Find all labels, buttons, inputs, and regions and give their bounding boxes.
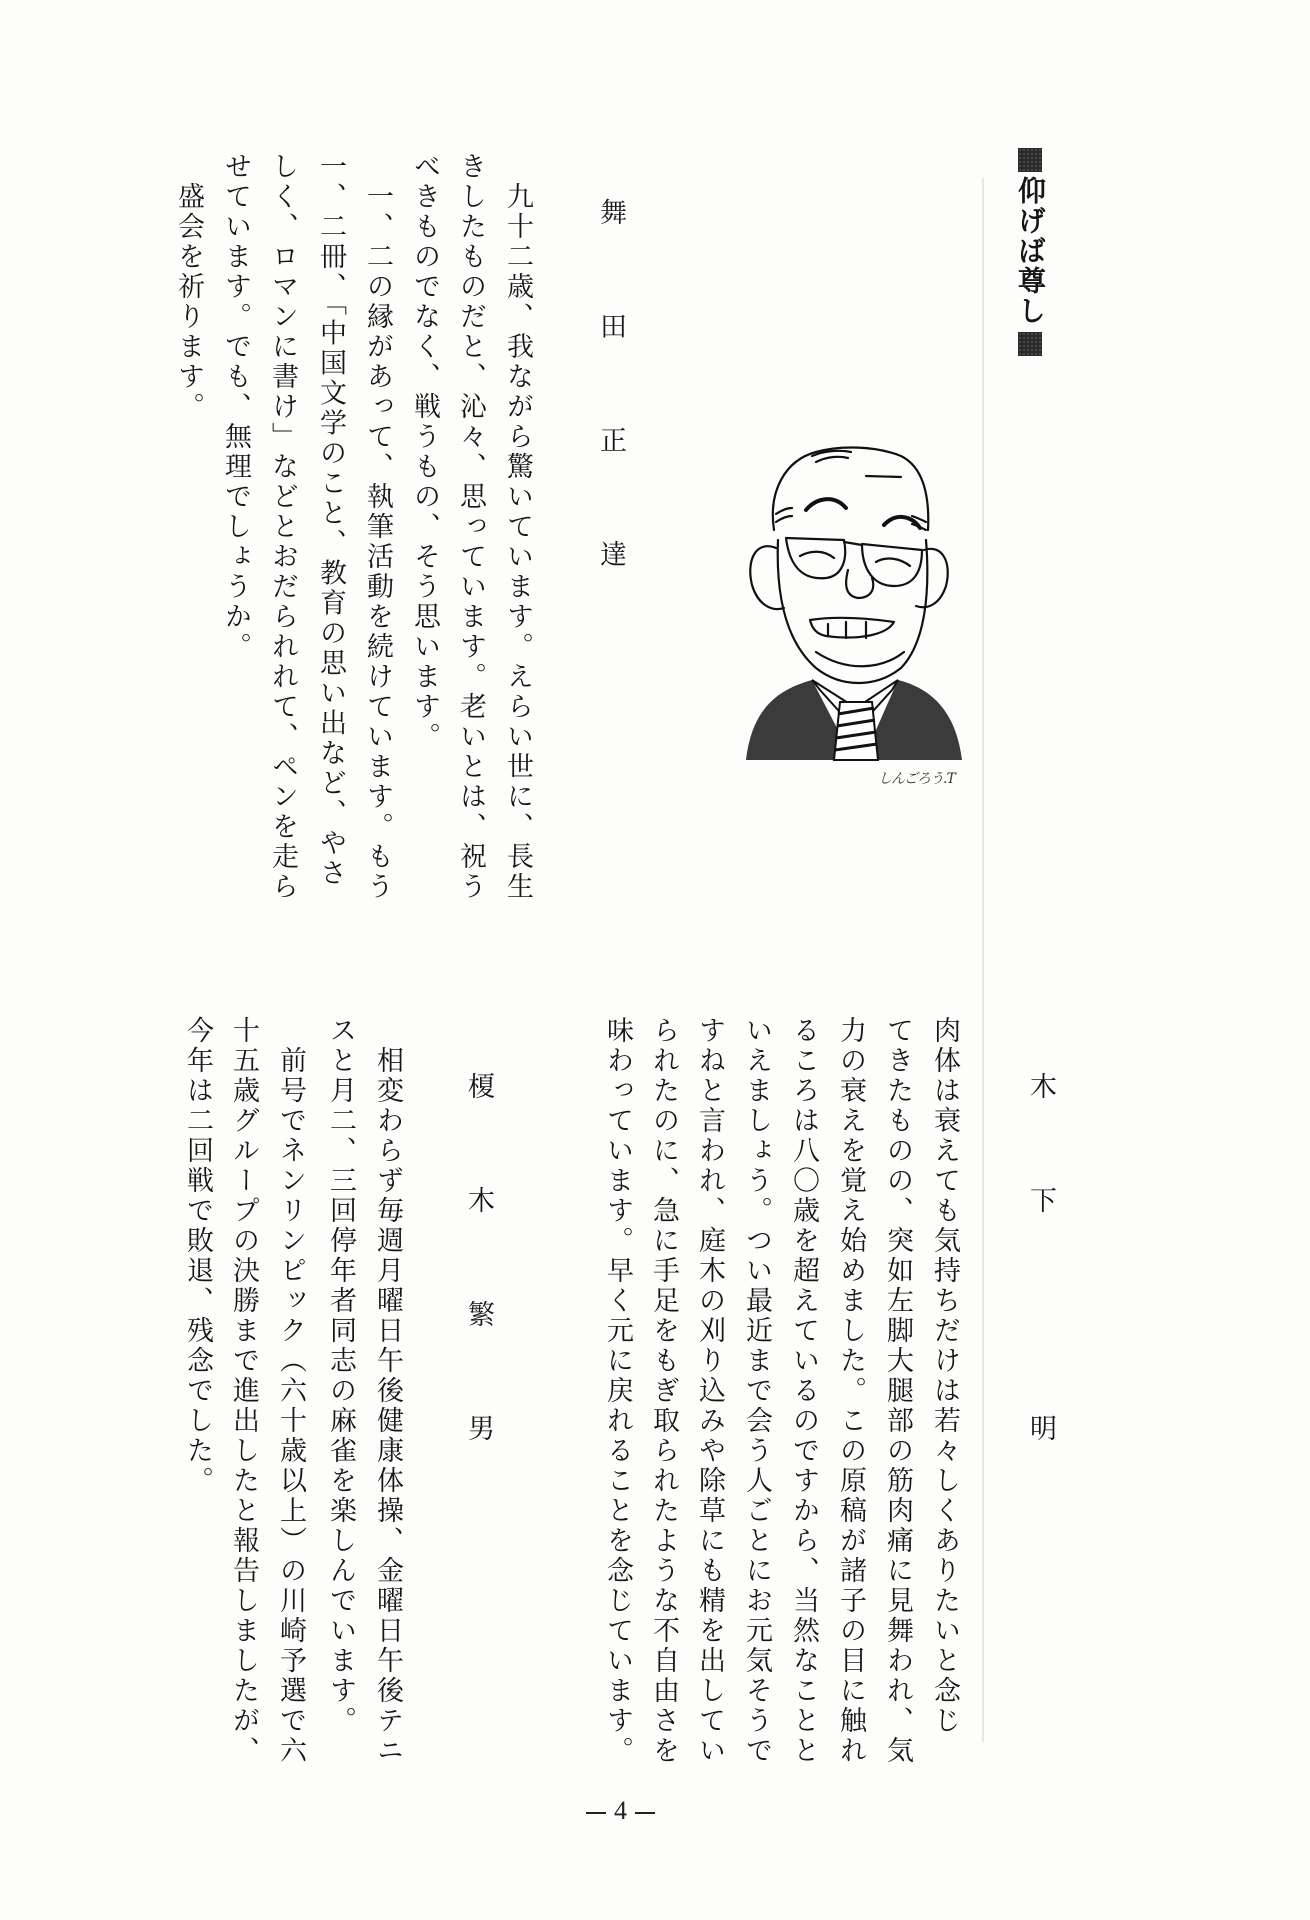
closed-eyes	[800, 552, 910, 566]
article-line: 一、二冊、「中国文学のこと、教育の思い出など、やさ	[315, 152, 346, 889]
article-line: てきたものの、突如左脚大腿部の筋肉痛に見舞われ、気	[882, 1016, 913, 1766]
article-line: 前号でネンリンピック（六十歳以上）の川崎予選で六	[275, 1046, 306, 1766]
article-line: せています。でも、無理でしょうか。	[220, 152, 251, 662]
article-line: しく、ロマンに書け」などとおだられれて、ペンを走ら	[267, 152, 298, 902]
article-line: 力の衰えを覚え始めました。この原稿が諸子の目に触れ	[835, 1016, 866, 1766]
section-title-text: 仰げば尊し	[1014, 176, 1047, 326]
mouth	[810, 618, 894, 638]
title-square-bottom-icon	[1018, 332, 1042, 356]
page-number-value: 4	[614, 1796, 627, 1825]
page-number	[578, 1796, 663, 1826]
article-line: 九十二歳、我ながら驚いています。えらい世に、長生	[502, 182, 533, 902]
article-line: 味わっています。早く元に戻れることを念じています。	[602, 1016, 633, 1766]
article-line: すねと言われ、庭木の刈り込みや除草にも精を出してい	[694, 1016, 725, 1766]
article-line: きしたものだと、沁々、思っています。老いとは、祝う	[455, 152, 486, 902]
illustrator-signature: しんごろう.T	[878, 771, 955, 787]
caricature-illustration	[716, 390, 972, 770]
left-brow	[806, 499, 846, 510]
article-line: いえましょう。つい最近まで会う人ごとにお元気そうで	[741, 1016, 772, 1766]
author-name: 木 下 明	[1025, 1072, 1056, 1471]
article-line: るころは八〇歳を超えているのですから、当然なことと	[788, 1016, 819, 1766]
column-divider	[982, 178, 984, 1742]
article-line: べきものでなく、戦うもの、そう思います。	[409, 152, 440, 752]
article-line: 今年は二回戦で敗退、残念でした。	[182, 1016, 213, 1496]
section-title	[1014, 148, 1047, 356]
forehead-line	[866, 476, 901, 477]
right-brow	[884, 517, 920, 528]
author-name: 榎 木 繁 男	[463, 1072, 494, 1471]
article-line: られたのに、急に手足をもぎ取られたような不自由さを	[648, 1016, 679, 1766]
article-line: 相変わらず毎週月曜日午後健康体操、金曜日午後テニ	[372, 1046, 403, 1766]
article-line: 盛会を祈ります。	[173, 182, 204, 422]
article-line: 十五歳グループの決勝まで進出したと報告しましたが、	[228, 1016, 259, 1766]
chin	[816, 652, 904, 666]
striped-tie	[834, 702, 878, 760]
dash-right	[635, 1812, 655, 1814]
title-square-top-icon	[1018, 148, 1042, 172]
author-name: 舞 田 正 達	[595, 198, 626, 597]
article-line: 肉体は衰えても気持ちだけは若々しくありたいと念じ	[929, 1016, 960, 1736]
dash-left	[586, 1812, 606, 1814]
article-line: 一、二の縁があって、執筆活動を続けています。もう	[362, 182, 393, 902]
article-line: スと月二、三回停年者同志の麻雀を楽しんでいます。	[325, 1016, 356, 1736]
